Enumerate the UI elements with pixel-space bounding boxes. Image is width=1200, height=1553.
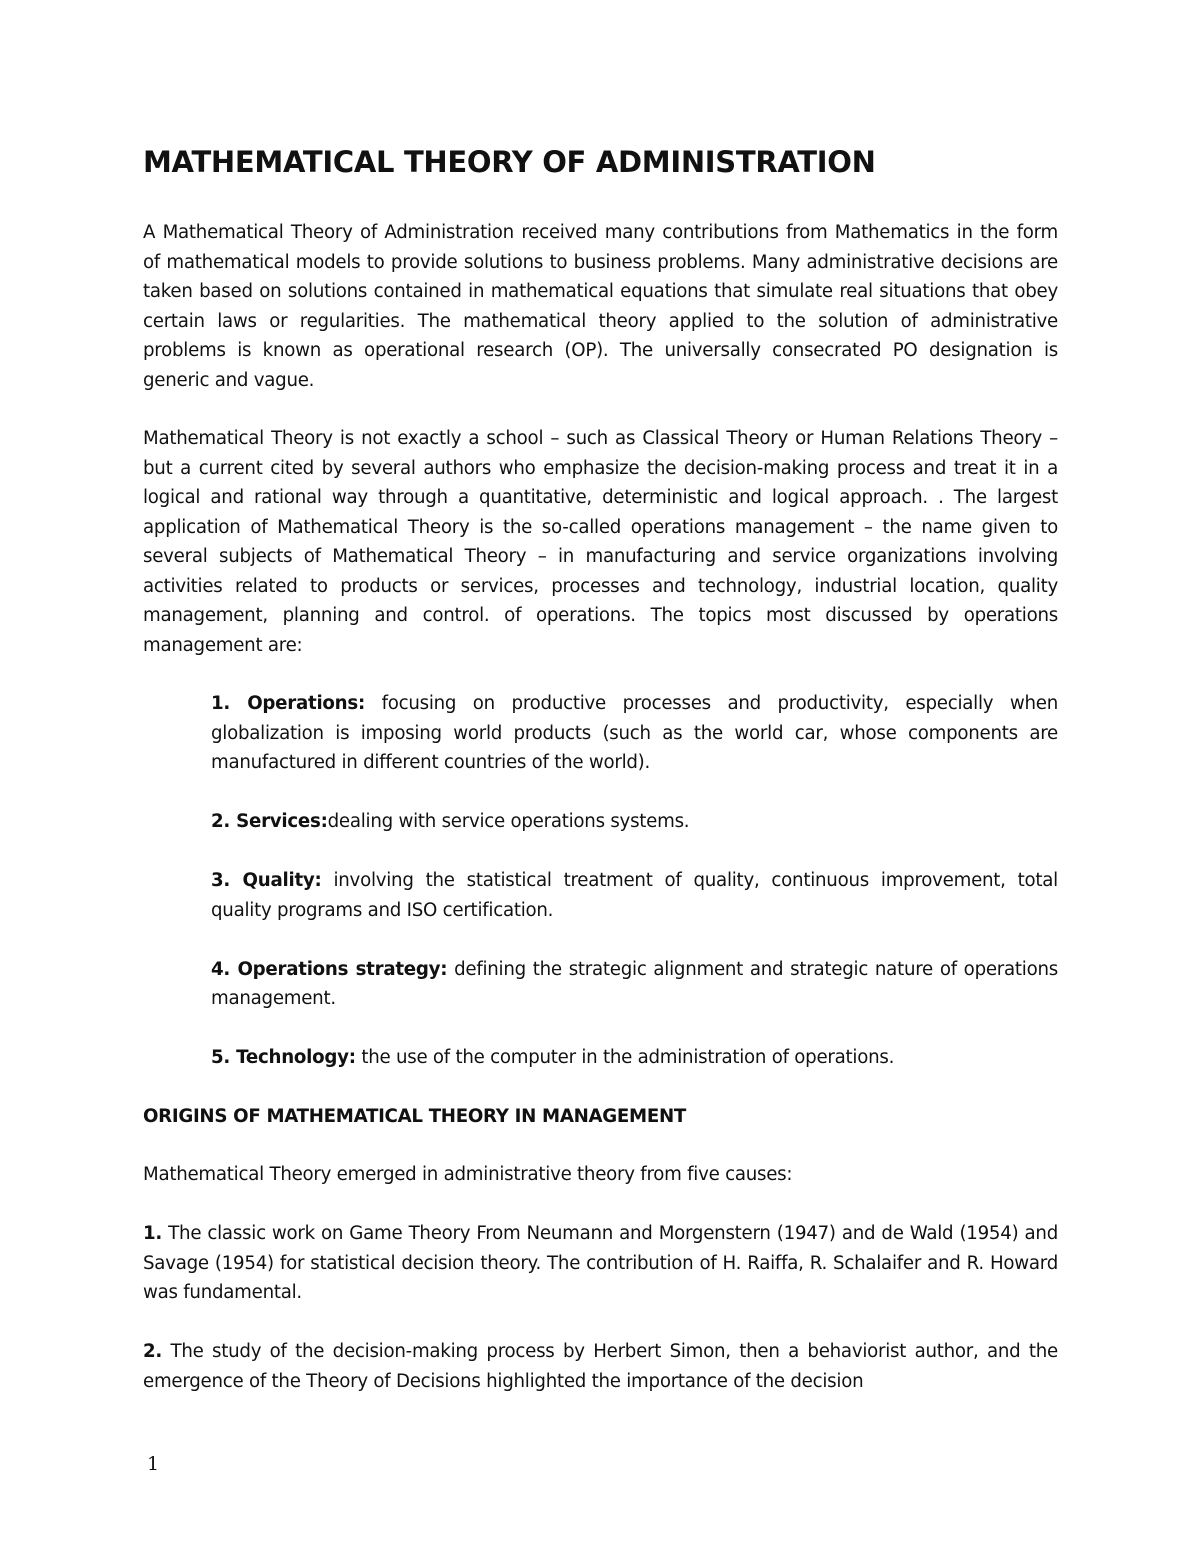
topic-item bbox=[211, 807, 1058, 837]
intro-paragraph: A Mathematical Theory of Administration received many contributions from Mathematics in the form of mathematical models to provide solutions to business problems. Many administrative decisions are taken based on solutions contained in mathematical equations that simulate real situations that obey certain laws or regularities. The mathematical theory applied to the solution of administrative problems is known as operational research (OP). The universally consecrated PO designation is generic and vague. bbox=[143, 222, 1058, 391]
topic-label: 4. Operations strategy: bbox=[211, 958, 448, 980]
topics-list bbox=[211, 689, 1058, 1073]
topic-text: involving the statistical treatment of quality, continuous improvement, total quality programs and ISO certification. bbox=[211, 870, 1058, 921]
document-title: MATHEMATICAL THEORY OF ADMINISTRATION bbox=[143, 145, 876, 179]
cause-number: 1. bbox=[143, 1223, 163, 1244]
cause-text: The study of the decision-making process by Herbert Simon, then a behaviorist author, and the emergence of the Theory of Decisions highlighted the importance of the decision bbox=[143, 1341, 1058, 1392]
cause-text: The classic work on Game Theory From Neumann and Morgenstern (1947) and de Wald (1954) and Savage (1954) for statistical decision theory. The contribution of H. Raiffa, R. Schalaifer and R. Howard was fundamental. bbox=[143, 1223, 1058, 1303]
topic-text: defining the strategic alignment and strategic nature of operations management. bbox=[211, 958, 1058, 1009]
topic-text: the use of the computer in the administration of operations. bbox=[355, 1047, 895, 1068]
topic-item bbox=[211, 1043, 1058, 1073]
cause-number: 2. bbox=[143, 1341, 163, 1362]
page-number: 1 bbox=[147, 1453, 160, 1475]
topic-label: 2. Services: bbox=[211, 811, 328, 832]
topic-label: 5. Technology: bbox=[211, 1047, 356, 1068]
document-page bbox=[143, 140, 1058, 1426]
origins-intro: Mathematical Theory emerged in administrative theory from five causes: bbox=[143, 1164, 793, 1185]
topic-label: 3. Quality: bbox=[211, 870, 322, 891]
topic-item bbox=[211, 866, 1058, 925]
scope-paragraph: Mathematical Theory is not exactly a school – such as Classical Theory or Human Relations Theory – but a current cited by several authors who emphasize the decision-making process and treat it in a logical and rational way through a quantitative, deterministic and logical approach. . The largest application of Mathematical Theory is the so-called operations management – the name given to several subjects of Mathematical Theory – in manufacturing and service organizations involving activities related to products or services, processes and technology, industrial location, quality management, planning and control. of operations. The topics most discussed by operations management are: bbox=[143, 428, 1058, 656]
topic-text: focusing on productive processes and productivity, especially when globalization is imposing world products (such as the world car, whose components are manufactured in different countries of the world). bbox=[211, 693, 1058, 773]
topic-item bbox=[211, 689, 1058, 778]
topic-label: 1. Operations: bbox=[211, 693, 365, 714]
section-heading: ORIGINS OF MATHEMATICAL THEORY IN MANAGEMENT bbox=[143, 1105, 687, 1127]
cause-paragraph bbox=[143, 1337, 1058, 1396]
cause-paragraph bbox=[143, 1219, 1058, 1308]
topic-item bbox=[211, 955, 1058, 1014]
topic-text: dealing with service operations systems. bbox=[327, 811, 690, 832]
